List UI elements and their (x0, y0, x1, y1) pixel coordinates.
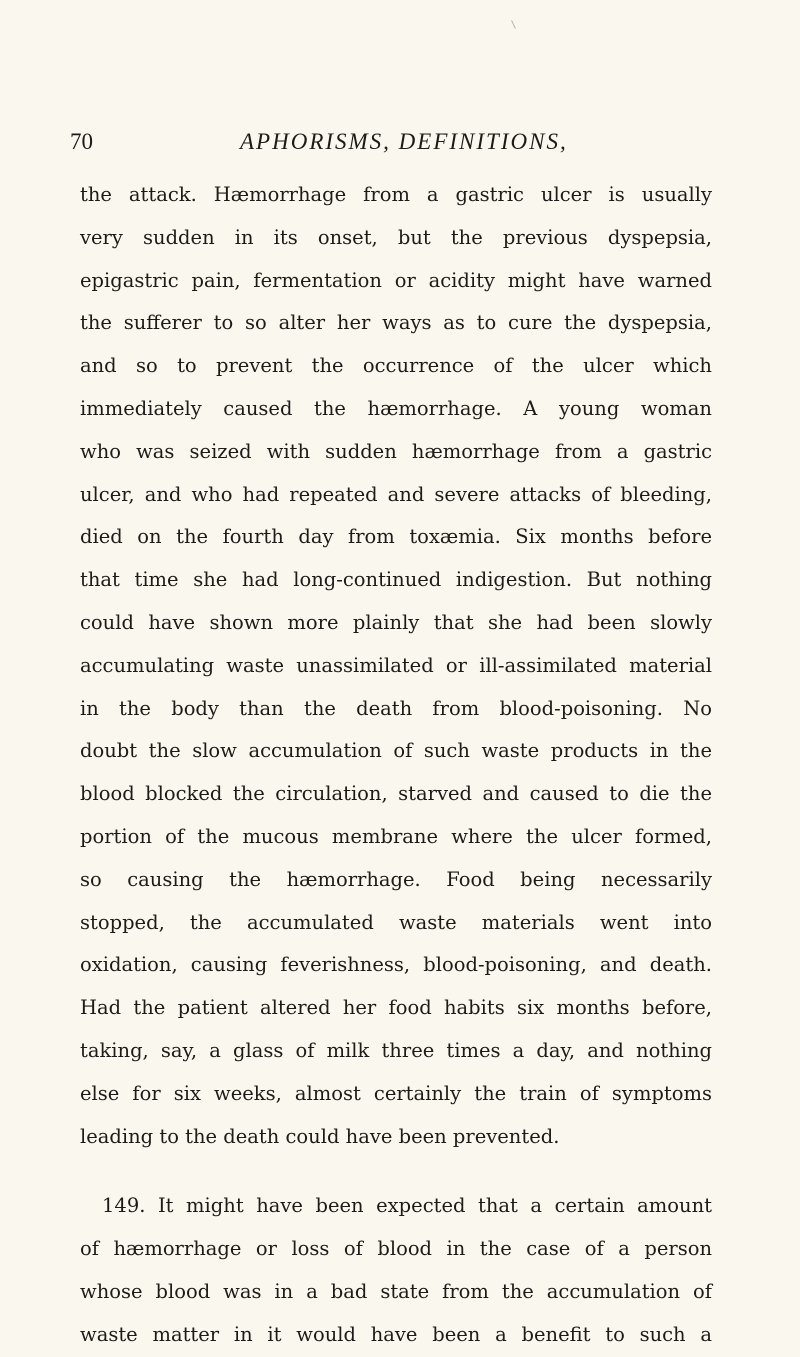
paper-speck (511, 20, 516, 29)
text-line: the attack. Hæmorrhage from a gastric ulcer is usually (80, 183, 712, 206)
text-line: Had the patient altered her food habits six months before, (80, 996, 712, 1020)
text-line: oxidation, causing feverishness, blood-poisoning, and death. (80, 953, 712, 977)
text-line: in the body than the death from blood-poisoning. No (80, 696, 712, 720)
text-line: accumulating waste unassimilated or ill-assimilated material (80, 653, 712, 677)
text-line: so causing the hæmorrhage. Food being necessarily (80, 867, 712, 891)
text-line: 149. It might have been expected that a certain amount (102, 1194, 712, 1218)
text-line: else for six weeks, almost certainly the train of symptoms (80, 1081, 712, 1105)
text-line: waste matter in it would have been a benefit to such a (80, 1322, 712, 1346)
text-line: epigastric pain, fermentation or acidity might have warned (80, 268, 712, 292)
text-line: leading to the death could have been prevented. (80, 1124, 560, 1148)
body-text (80, 174, 712, 1357)
paragraph-gap (80, 1158, 712, 1185)
text-line: whose blood was in a bad state from the accumulation of (80, 1279, 712, 1303)
text-line: blood blocked the circulation, starved and caused to die the (80, 782, 712, 806)
text-line: the sufferer to so alter her ways as to cure the dyspepsia, (80, 311, 712, 335)
text-line: and so to prevent the occurrence of the ulcer which (80, 354, 712, 378)
paragraph-149 (80, 1185, 712, 1356)
text-line: taking, say, a glass of milk three times a day, and nothing (80, 1038, 712, 1062)
paragraph-1 (80, 174, 712, 1158)
text-line: who was seized with sudden hæmorrhage from a gastric (80, 439, 712, 463)
text-line: stopped, the accumulated waste materials went into (80, 910, 712, 934)
text-line: ulcer, and who had repeated and severe attacks of bleeding, (80, 482, 712, 506)
text-line: could have shown more plainly that she had been slowly (80, 610, 712, 634)
running-title: APHORISMS, DEFINITIONS, (240, 129, 568, 154)
text-line: portion of the mucous membrane where the ulcer formed, (80, 824, 712, 848)
text-line: immediately caused the hæmorrhage. A young woman (80, 396, 712, 420)
text-line: very sudden in its onset, but the previous dyspepsia, (80, 225, 712, 249)
text-line: that time she had long-continued indigestion. But nothing (80, 568, 712, 592)
running-head (70, 129, 710, 161)
text-line: died on the fourth day from toxæmia. Six months before (80, 525, 712, 549)
text-line: of hæmorrhage or loss of blood in the case of a person (80, 1237, 712, 1261)
text-line: doubt the slow accumulation of such waste products in the (80, 739, 712, 763)
page-number: 70 (70, 129, 93, 154)
